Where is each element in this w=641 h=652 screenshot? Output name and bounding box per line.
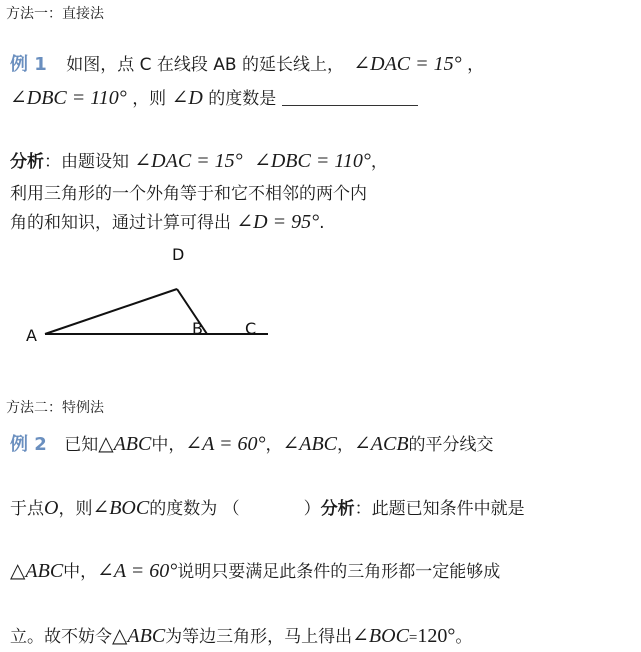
example2-angle-acb: ∠ACB xyxy=(354,433,409,455)
example2-at-point: 于点 xyxy=(10,499,44,519)
example1-then: ，则 xyxy=(132,89,167,109)
example1-angle-dac: ∠DAC = 15° xyxy=(353,53,462,75)
example2-degree-is: 的度数为 （ xyxy=(149,499,240,519)
example2-line1 xyxy=(10,430,494,456)
example2-given: 已知 xyxy=(64,435,99,455)
example2-close-paren: ） xyxy=(303,499,321,519)
analysis1-intro: ：由题设知 xyxy=(44,152,129,172)
analysis1-period: . xyxy=(319,213,325,233)
example2-analysis-label: 分析 xyxy=(320,499,355,519)
example2-comma1: ， xyxy=(265,435,283,455)
example1-label: 例 1 xyxy=(10,54,47,75)
example2-label: 例 2 xyxy=(10,434,47,455)
example2-angle-boc-2: ∠BOC xyxy=(352,625,409,647)
example2-line2 xyxy=(10,494,525,520)
example2-angle-a-2: ∠A = 60° xyxy=(97,560,178,582)
segment-ad xyxy=(45,289,177,334)
example2-equilateral: 为等边三角形，马上得出 xyxy=(165,627,353,647)
point-b-label: B xyxy=(192,319,203,338)
example1-line2 xyxy=(10,84,418,110)
example2-let: 立。故不妨令 xyxy=(10,627,112,647)
analysis1-line1 xyxy=(10,147,388,173)
point-c-label: C xyxy=(245,319,257,338)
analysis1-line3 xyxy=(10,208,325,234)
example2-then: ，则 xyxy=(58,499,93,519)
example2-equals: = xyxy=(408,630,418,646)
point-a-label: A xyxy=(26,326,37,345)
example1-text: 如图，点 C 在线段 AB 的延长线上， xyxy=(66,55,344,75)
analysis1-angle-dbc: ∠DBC = 110° xyxy=(254,150,371,172)
example1-line1 xyxy=(10,50,484,76)
analysis1-comma: ， xyxy=(370,152,388,172)
example2-line4 xyxy=(10,622,472,648)
method2-heading: 方法二：特例法 xyxy=(6,400,104,416)
example2-end: 。 xyxy=(455,627,473,647)
example2-answer-value: 120° xyxy=(417,625,456,647)
example2-point-o: O xyxy=(44,497,59,519)
example1-question: 的度数是 xyxy=(208,89,277,109)
analysis1-label: 分析 xyxy=(10,152,44,172)
example2-angle-abc: ∠ABC xyxy=(282,433,337,455)
example2-angle-a: ∠A = 60° xyxy=(185,433,266,455)
example2-line3 xyxy=(10,557,500,583)
analysis1-line2: 利用三角形的一个外角等于和它不相邻的两个内 xyxy=(10,184,367,204)
analysis1-compute: 角的和知识，通过计算可得出 xyxy=(10,213,231,233)
analysis1-angle-dac: ∠DAC = 15° xyxy=(134,150,243,172)
example2-bisector: 的平分线交 xyxy=(408,435,494,455)
example1-angle-dbc: ∠DBC = 110° xyxy=(10,87,127,109)
example2-comma2: ， xyxy=(337,435,354,455)
example2-explain: 说明只要满足此条件的三角形都一定能够成 xyxy=(177,562,501,582)
example2-triangle-2: △ABC xyxy=(10,560,64,582)
example1-angle-d: ∠D xyxy=(171,87,203,109)
method1-heading: 方法一：直接法 xyxy=(6,6,104,22)
triangle-figure xyxy=(0,240,300,355)
example2-angle-boc: ∠BOC xyxy=(92,497,150,519)
example2-analysis-text: ：此题已知条件中就是 xyxy=(354,499,525,519)
example2-triangle: △ABC xyxy=(98,433,152,455)
point-d-label: D xyxy=(172,245,185,264)
example1-comma: ， xyxy=(467,55,485,75)
analysis1-result: ∠D = 95° xyxy=(236,211,320,233)
answer-blank xyxy=(282,87,418,106)
example2-triangle-3: △ABC xyxy=(112,625,166,647)
example2-in: 中， xyxy=(151,435,186,455)
example2-in-2: 中， xyxy=(63,562,98,582)
